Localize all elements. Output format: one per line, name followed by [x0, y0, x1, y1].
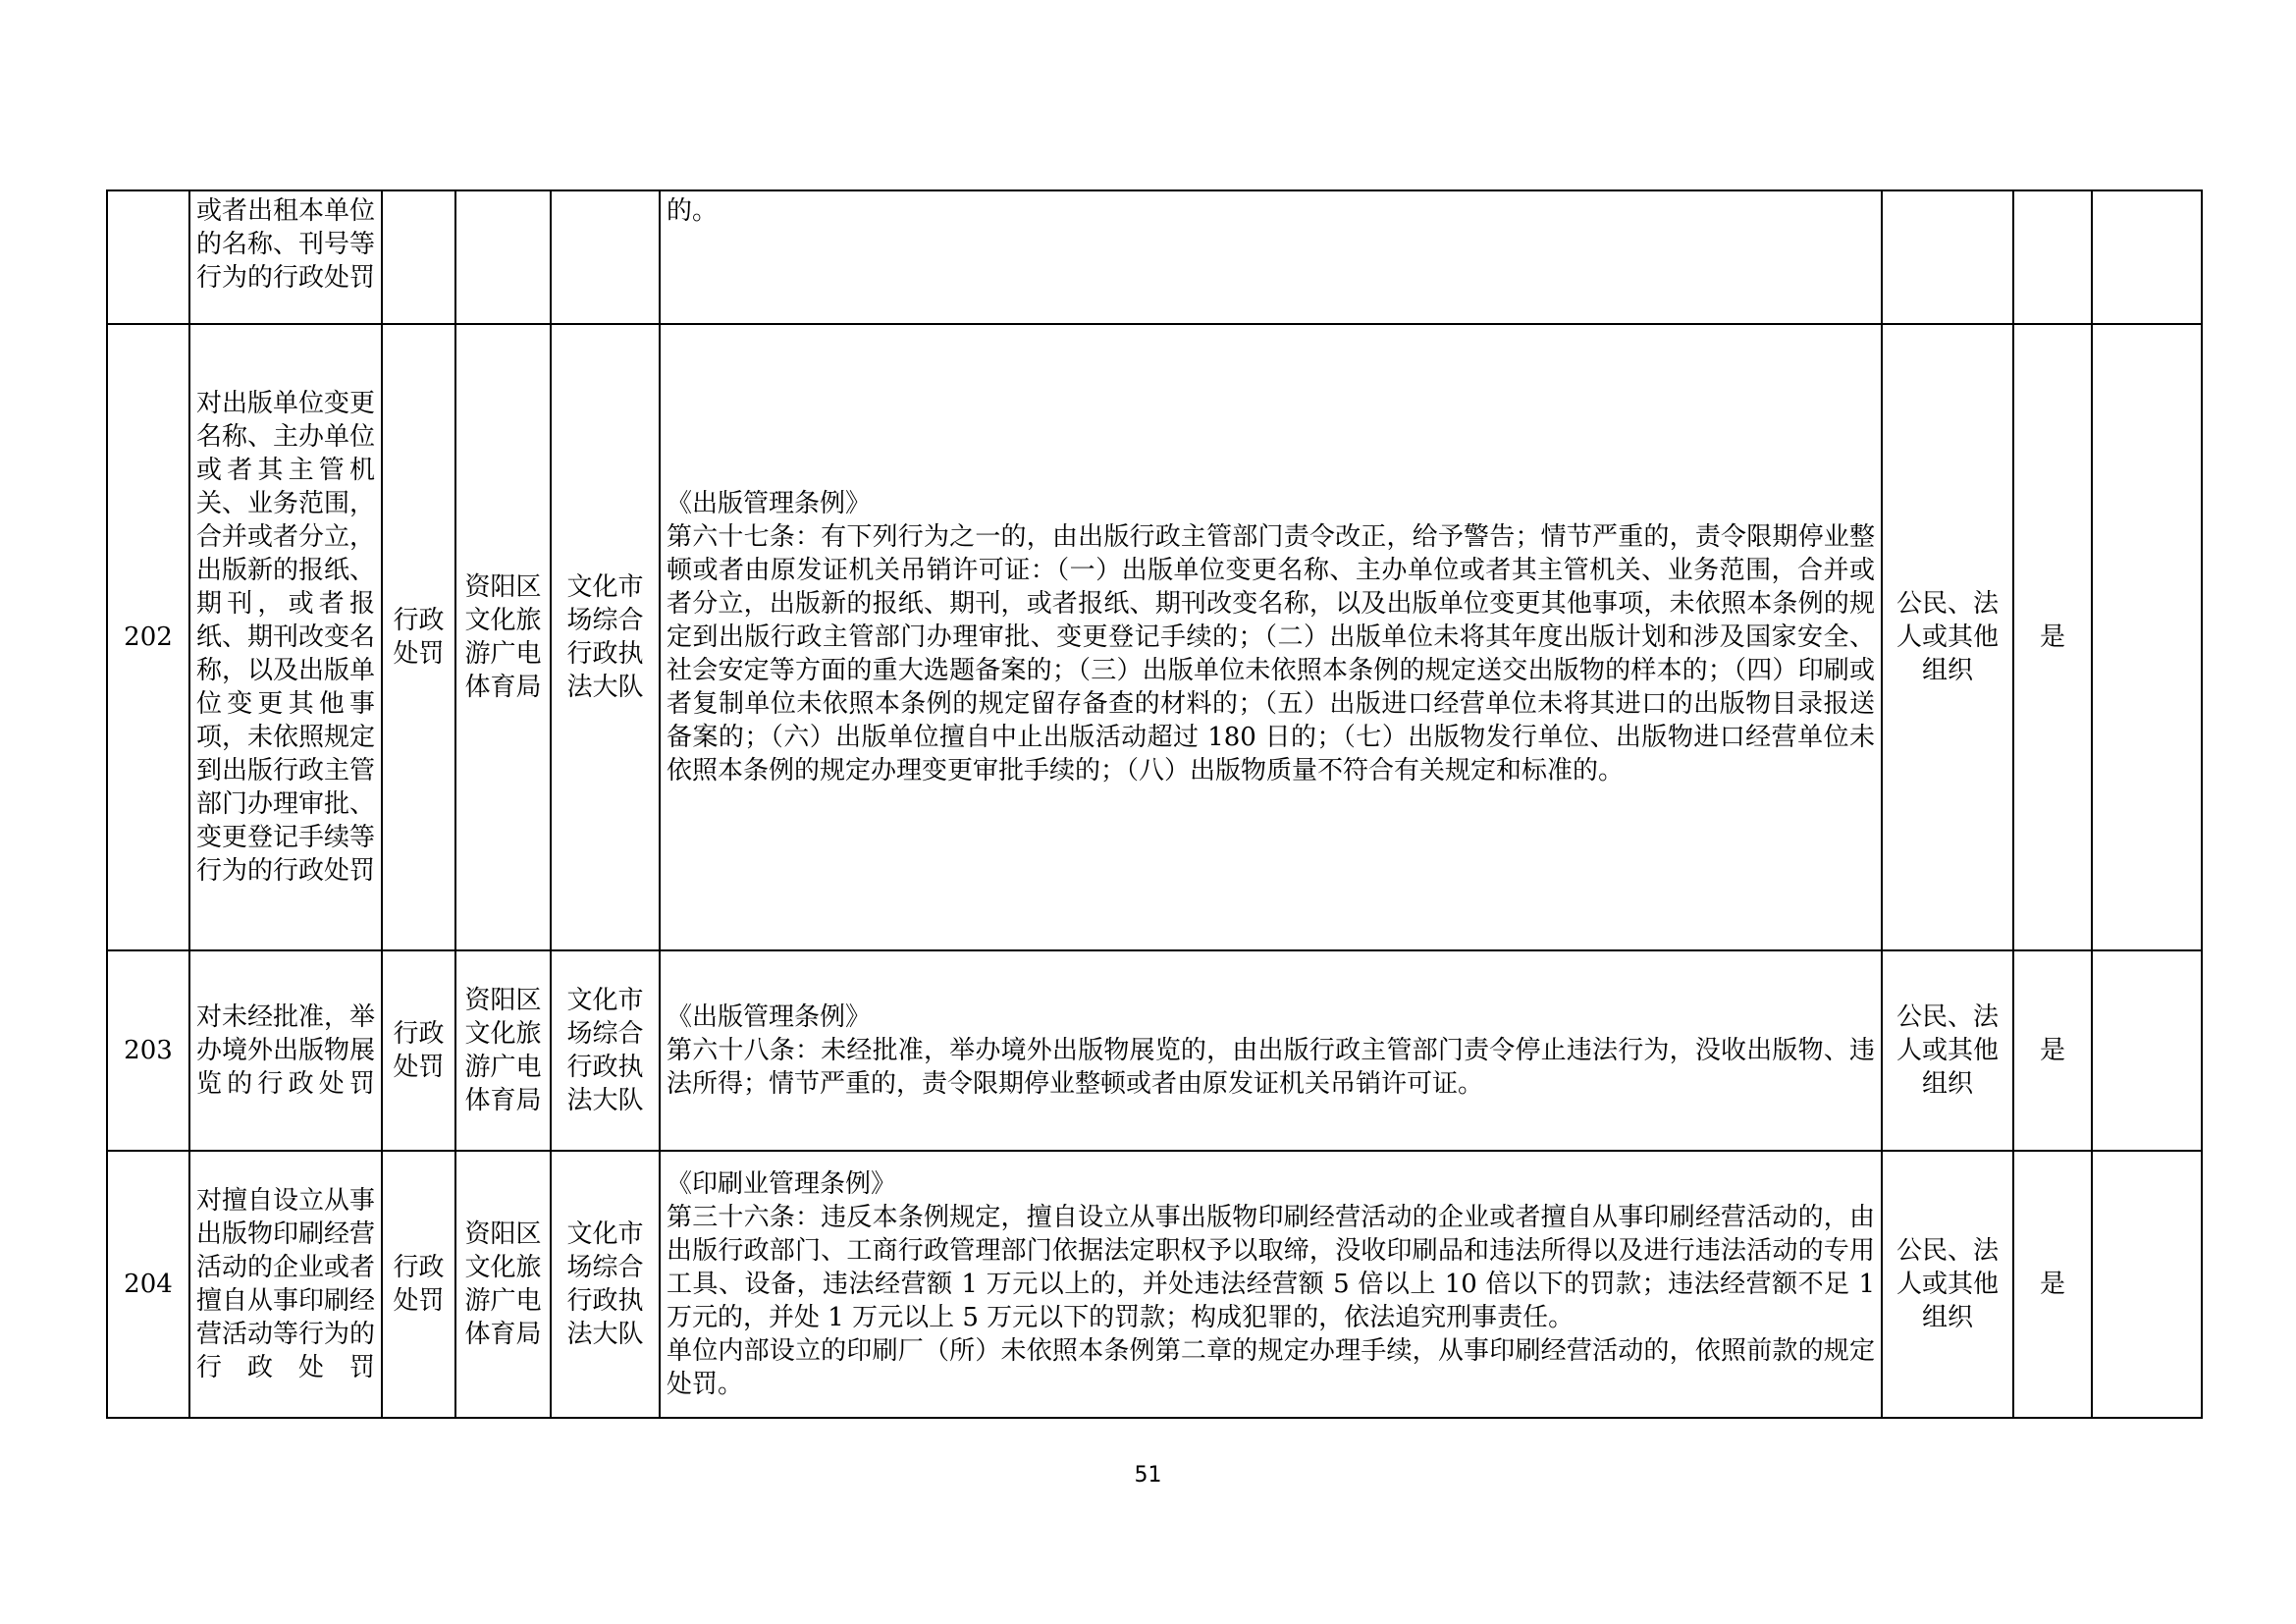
row-number: 203: [107, 950, 189, 1151]
remarks: [2092, 324, 2202, 950]
target-subject: 公民、法人或其他组织: [1882, 950, 2013, 1151]
remarks: [2092, 950, 2202, 1151]
legal-basis: [660, 190, 1882, 324]
target-subject: [1882, 190, 2013, 324]
item-name: 对出版单位变更名称、主办单位或者其主管机关、业务范围，合并或者分立，出版新的报纸、期刊，或者报纸、期刊改变名称，以及出版单位变更其他事项，未依照规定到出版行政主管部门办理审批、变更登记手续等行为的行政处罚: [189, 324, 382, 950]
power-type: 行政处罚: [382, 1151, 455, 1418]
executing-unit: 文化市场综合行政执法大队: [551, 324, 660, 950]
legal-basis-title: 《出版管理条例》: [667, 489, 872, 518]
legal-basis: [660, 324, 1882, 950]
legal-basis-paragraph: 第三十六条：违反本条例规定，擅自设立从事出版物印刷经营活动的企业或者擅自从事印刷经营活动的，由出版行政部门、工商行政管理部门依据法定职权予以取缔，没收印刷品和违法所得以及进行违法活动的专用工具、设备，违法经营额 1 万元以上的，并处违法经营额 5 倍以上 10 倍以下的罚款；违法经营额不足 1 万元的，并处 1 万元以上 5 万元以下的罚款；构成犯罪的，依法追究刑事责任。: [667, 1203, 1875, 1332]
table-row: [107, 1151, 2202, 1418]
flag-value: 是: [2013, 950, 2092, 1151]
legal-basis-title: 《印刷业管理条例》: [667, 1169, 897, 1199]
legal-basis-title: 《出版管理条例》: [667, 1002, 872, 1032]
power-list-table: [106, 189, 2203, 1419]
executing-unit: 文化市场综合行政执法大队: [551, 950, 660, 1151]
flag-value: [2013, 190, 2092, 324]
executing-unit: [551, 190, 660, 324]
table-row: [107, 190, 2202, 324]
flag-value: 是: [2013, 1151, 2092, 1418]
item-name: 对擅自设立从事出版物印刷经营活动的企业或者擅自从事印刷经营活动等行为的行政处罚: [189, 1151, 382, 1418]
item-name: 或者出租本单位的名称、刊号等行为的行政处罚: [189, 190, 382, 324]
target-subject: 公民、法人或其他组织: [1882, 1151, 2013, 1418]
implementing-department: [455, 190, 551, 324]
power-type: 行政处罚: [382, 324, 455, 950]
target-subject: 公民、法人或其他组织: [1882, 324, 2013, 950]
implementing-department: 资阳区文化旅游广电体育局: [455, 324, 551, 950]
page-number: 51: [1134, 1463, 1162, 1488]
row-number: 202: [107, 324, 189, 950]
legal-basis-paragraph: 单位内部设立的印刷厂（所）未依照本条例第二章的规定办理手续，从事印刷经营活动的，依照前款的规定处罚。: [667, 1336, 1875, 1399]
remarks: [2092, 1151, 2202, 1418]
flag-value: 是: [2013, 324, 2092, 950]
table-row: [107, 324, 2202, 950]
power-type: [382, 190, 455, 324]
legal-basis-paragraph: 第六十七条：有下列行为之一的，由出版行政主管部门责令改正，给予警告；情节严重的，责令限期停业整顿或者由原发证机关吊销许可证：（一）出版单位变更名称、主办单位或者其主管机关、业务范围，合并或者分立，出版新的报纸、期刊，或者报纸、期刊改变名称，以及出版单位变更其他事项，未依照本条例的规定到出版行政主管部门办理审批、变更登记手续的；（二）出版单位未将其年度出版计划和涉及国家安全、社会安定等方面的重大选题备案的；（三）出版单位未依照本条例的规定送交出版物的样本的；（四）印刷或者复制单位未依照本条例的规定留存备查的材料的；（五）出版进口经营单位未将其进口的出版物目录报送备案的；（六）出版单位擅自中止出版活动超过 180 日的；（七）出版物发行单位、出版物进口经营单位未依照本条例的规定办理变更审批手续的；（八）出版物质量不符合有关规定和标准的。: [667, 522, 1875, 785]
row-number: 204: [107, 1151, 189, 1418]
table-row: [107, 950, 2202, 1151]
row-number: [107, 190, 189, 324]
implementing-department: 资阳区文化旅游广电体育局: [455, 950, 551, 1151]
legal-basis: [660, 950, 1882, 1151]
item-name: 对未经批准，举办境外出版物展览的行政处罚: [189, 950, 382, 1151]
legal-basis: [660, 1151, 1882, 1418]
implementing-department: 资阳区文化旅游广电体育局: [455, 1151, 551, 1418]
executing-unit: 文化市场综合行政执法大队: [551, 1151, 660, 1418]
power-type: 行政处罚: [382, 950, 455, 1151]
remarks: [2092, 190, 2202, 324]
legal-basis-paragraph: 的。: [667, 196, 719, 226]
legal-basis-paragraph: 第六十八条：未经批准，举办境外出版物展览的，由出版行政主管部门责令停止违法行为，没收出版物、违法所得；情节严重的，责令限期停业整顿或者由原发证机关吊销许可证。: [667, 1036, 1875, 1099]
